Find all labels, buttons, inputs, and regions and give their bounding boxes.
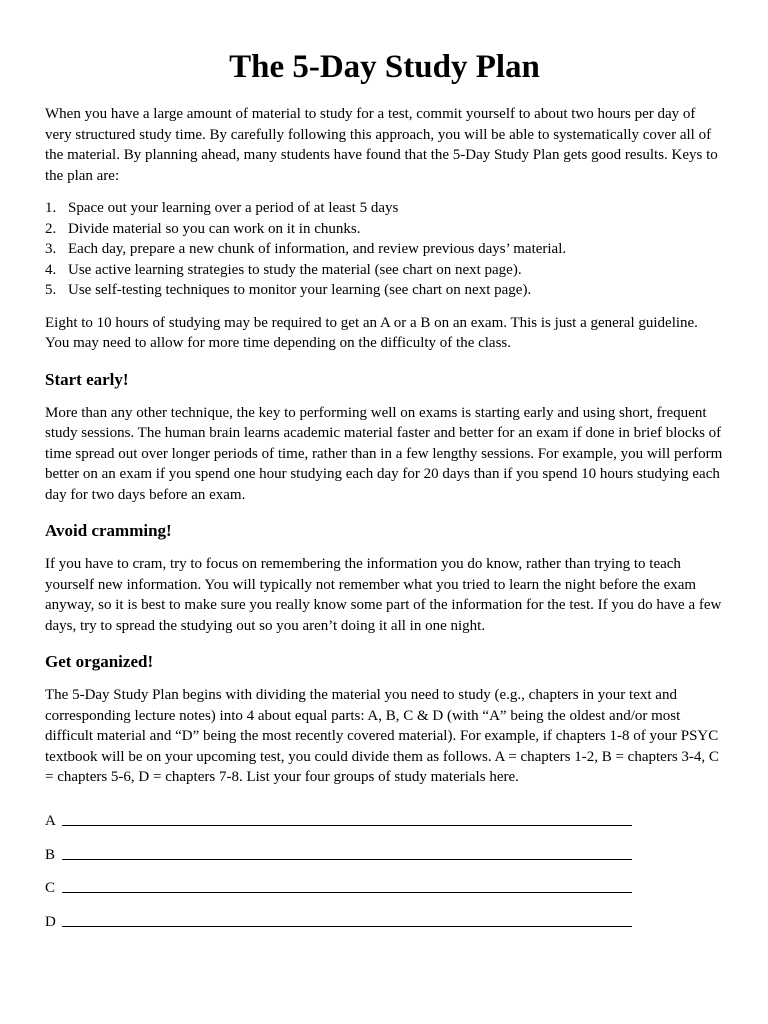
page-title: The 5-Day Study Plan xyxy=(229,49,540,85)
list-item-text: Space out your learning over a period of at least 5 days xyxy=(68,200,399,216)
intro-paragraph: When you have a large amount of material to study for a test, commit yourself to about two hours per day of very structured study time. By carefully following this approach, you will be able to systematically cover all of the material. By planning ahead, many students have found that the 5-Day Study Plan gets good results. Keys to the plan are: xyxy=(45,106,718,184)
study-groups-fill-in xyxy=(45,798,724,932)
list-item-text: Divide material so you can work on it in chunks. xyxy=(68,220,361,237)
guideline-paragraph: Eight to 10 hours of studying may be required to get an A or a B on an exam. This is just a general guideline. You may need to allow for more time depending on the difficulty of the class. xyxy=(45,314,698,351)
list-item-number: 5. xyxy=(45,282,57,298)
section-heading-start-early: Start early! xyxy=(45,369,129,389)
avoid-cramming-paragraph: If you have to cram, try to focus on remembering the information you do know, rather than trying to teach yourself new information. You will typically not remember what you tried to learn the night before the exam anyway, so it is best to make sure you really know some part of the information for the test. If you do have a few days, try to spread the studying out so you aren’t doing it all in one night. xyxy=(45,556,722,634)
keys-list xyxy=(45,198,724,301)
list-item-text: Use self-testing techniques to monitor your learning (see chart on next page). xyxy=(68,282,532,298)
fill-in-line[interactable] xyxy=(62,925,632,927)
fill-in-letter: B xyxy=(45,846,56,863)
fill-in-letter: C xyxy=(45,880,56,896)
fill-in-row-c xyxy=(45,865,724,899)
list-item-number: 4. xyxy=(45,261,57,278)
list-item-number: 1. xyxy=(45,200,57,216)
fill-in-letter: A xyxy=(45,813,56,829)
fill-in-row-d xyxy=(45,898,724,932)
fill-in-line[interactable] xyxy=(62,824,632,826)
list-item-text: Each day, prepare a new chunk of information, and review previous days’ material. xyxy=(68,241,567,257)
start-early-paragraph: More than any other technique, the key to performing well on exams is starting early and using short, frequent study sessions. The human brain learns academic material faster and better for an exam if done in brief blocks of time spread out over longer periods of time, rather than in a few lengthy sessions. For example, you will perform better on an exam if you spend one hour studying each day for 20 days than if you spend 10 hours studying each day for two days before an exam. xyxy=(45,404,723,503)
list-item-text: Use active learning strategies to study the material (see chart on next page). xyxy=(68,261,522,278)
section-heading-avoid-cramming: Avoid cramming! xyxy=(45,521,172,540)
fill-in-line[interactable] xyxy=(62,858,632,860)
fill-in-letter: D xyxy=(45,913,56,930)
list-item xyxy=(45,198,724,219)
fill-in-line[interactable] xyxy=(62,891,632,893)
list-item xyxy=(45,219,724,240)
list-item xyxy=(45,239,724,260)
list-item-number: 3. xyxy=(45,241,57,257)
list-item xyxy=(45,260,724,281)
list-item xyxy=(45,280,724,301)
section-heading-get-organized: Get organized! xyxy=(45,652,154,671)
fill-in-row-b xyxy=(45,831,724,865)
fill-in-row-a xyxy=(45,798,724,832)
get-organized-paragraph: The 5-Day Study Plan begins with dividing the material you need to study (e.g., chapters in your text and corresponding lecture notes) into 4 about equal parts: A, B, C & D (with “A” being the oldest and/or most difficult material and “D” being the most recently covered material). For example, if chapters 1-8 of your PSYC textbook will be on your upcoming test, you could divide them as follows. A = chapters 1-2, B = chapters 3-4, C = chapters 5-6, D = chapters 7-8. List your four groups of study materials here. xyxy=(45,687,719,785)
list-item-number: 2. xyxy=(45,220,57,237)
